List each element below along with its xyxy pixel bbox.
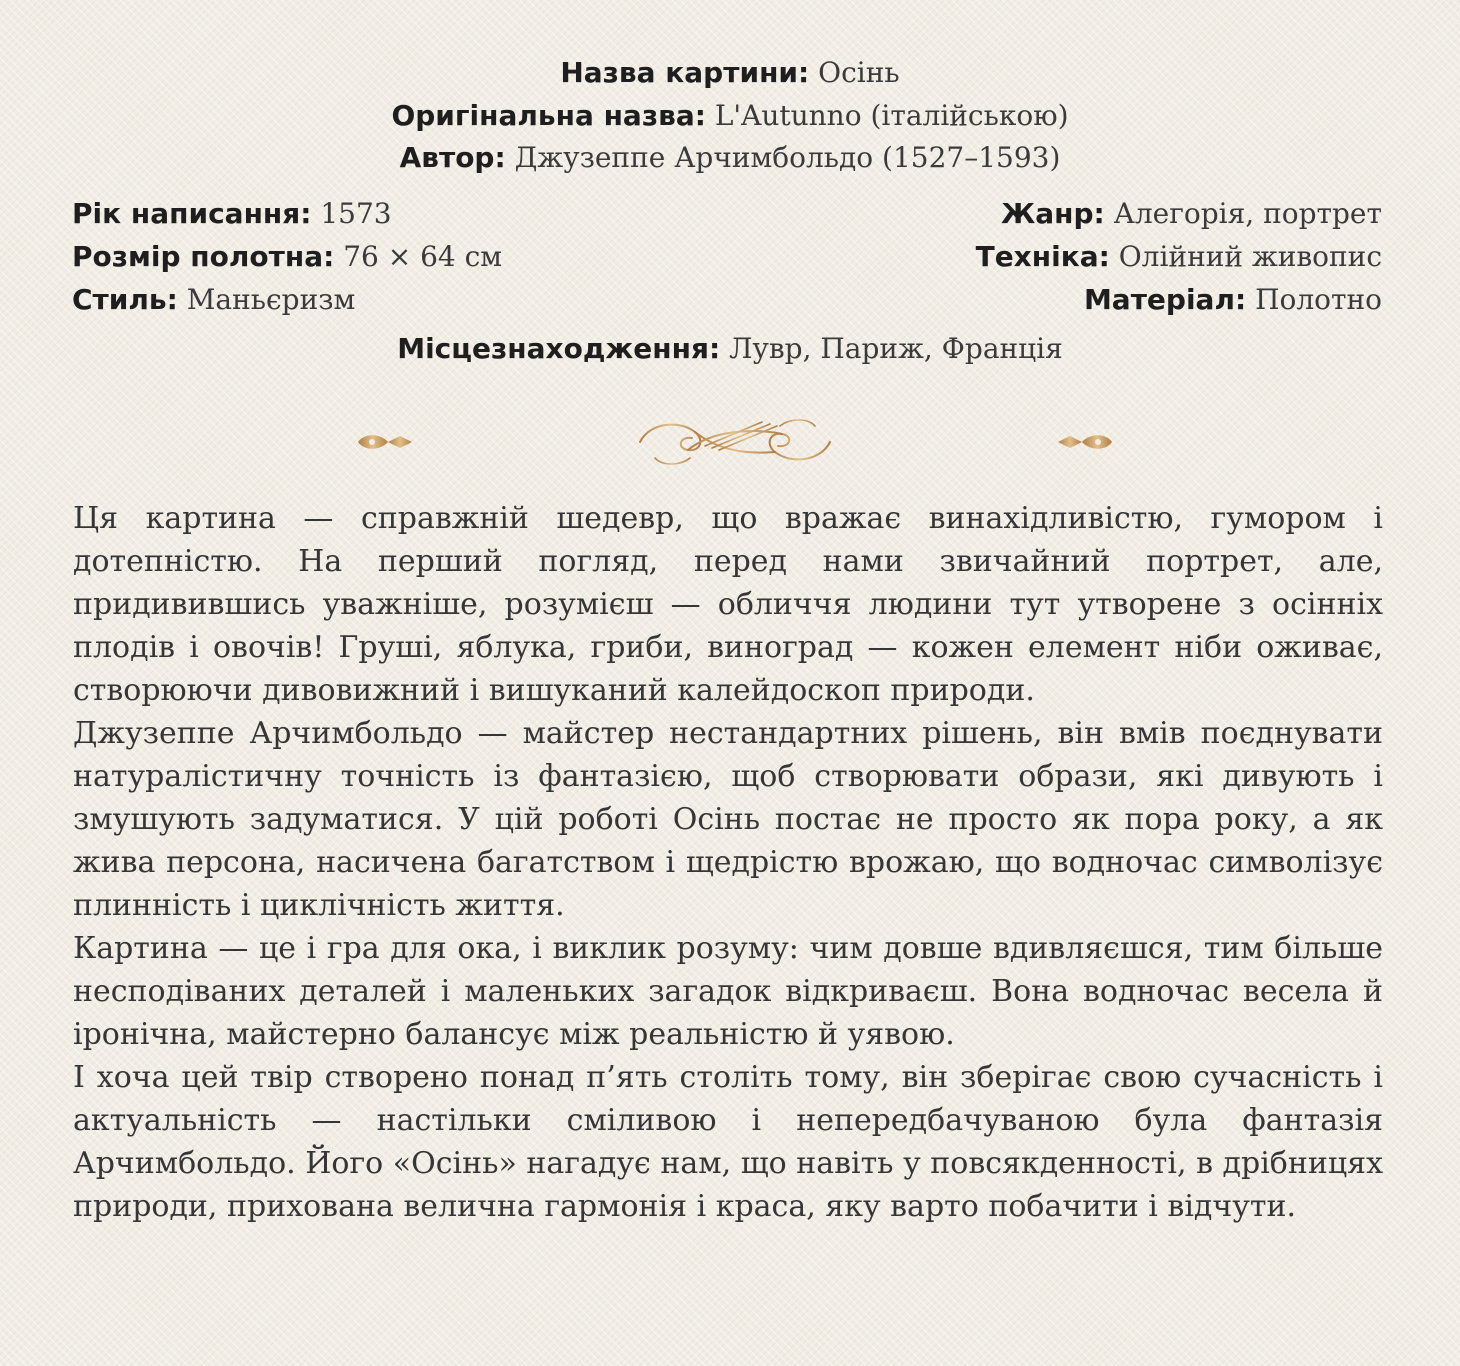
description-paragraph: Картина — це і гра для ока, і виклик розуму: чим довше вдивляєшся, тим більше несподіваних деталей і маленьких загадок відкриваєш. Вона водночас весела й іронічна, майстерно балансує між реальністю й уявою. <box>73 931 1383 1052</box>
author-line <box>0 140 1460 176</box>
description-paragraph: Ця картина — справжній шедевр, що вражає винахідливістю, гумором і дотепністю. На перший погляд, перед нами звичайний портрет, але, придивившись уважніше, розумієш — обличчя людини тут утворене з осінніх плодів і овочів! Груші, яблука, гриби, виноград — кожен елемент ніби оживає, створюючи дивовижний і вишуканий калейдоскоп природи. <box>73 501 1383 708</box>
canvas-size-line <box>72 239 502 275</box>
material-line <box>1084 282 1382 318</box>
technique-label: Техніка: <box>975 240 1110 273</box>
canvas-size-label: Розмір полотна: <box>72 240 335 273</box>
painting-title-line <box>0 55 1460 91</box>
painting-title-label: Назва картини: <box>560 56 810 89</box>
year-label: Рік написання: <box>72 197 312 230</box>
original-title-value: L'Autunno (італійською) <box>714 99 1069 132</box>
gold-flourish-divider-icon <box>350 400 1120 480</box>
description-text <box>73 497 1383 1228</box>
technique-value: Олійний живопис <box>1118 240 1382 273</box>
author-value: Джузеппе Арчимбольдо (1527–1593) <box>514 141 1061 174</box>
location-line <box>0 331 1460 367</box>
location-value: Лувр, Париж, Франція <box>729 332 1063 365</box>
style-value: Маньєризм <box>186 283 356 316</box>
year-value: 1573 <box>320 197 392 230</box>
genre-label: Жанр: <box>1000 197 1105 230</box>
original-title-line <box>0 98 1460 134</box>
author-label: Автор: <box>399 141 506 174</box>
style-label: Стиль: <box>72 283 178 316</box>
description-paragraph: І хоча цей твір створено понад п’ять століть тому, він зберігає свою сучасність і актуальність — настільки сміливою і непередбачуваною була фантазія Арчимбольдо. Його «Осінь» нагадує нам, що навіть у повсякденності, в дрібницях природи, прихована велична гармонія і краса, яку варто побачити і відчути. <box>73 1060 1383 1224</box>
painting-title-value: Осінь <box>818 56 900 89</box>
year-line <box>72 196 392 232</box>
genre-value: Алегорія, портрет <box>1113 197 1382 230</box>
location-label: Місцезнаходження: <box>397 332 721 365</box>
material-label: Матеріал: <box>1083 283 1247 316</box>
original-title-label: Оригінальна назва: <box>391 99 706 132</box>
description-paragraph: Джузеппе Арчимбольдо — майстер нестандартних рішень, він вмів поєднувати натуралістичну точність із фантазією, щоб створювати образи, які дивують і змушують задуматися. У цій роботі Осінь постає не просто як пора року, а як жива персона, насичена багатством і щедрістю врожаю, що водночас символізує плинність і циклічність життя. <box>73 716 1383 923</box>
style-line <box>72 282 355 318</box>
material-value: Полотно <box>1255 283 1382 316</box>
technique-line <box>976 239 1382 275</box>
genre-line <box>1001 196 1382 232</box>
canvas-size-value: 76 × 64 см <box>343 240 503 273</box>
